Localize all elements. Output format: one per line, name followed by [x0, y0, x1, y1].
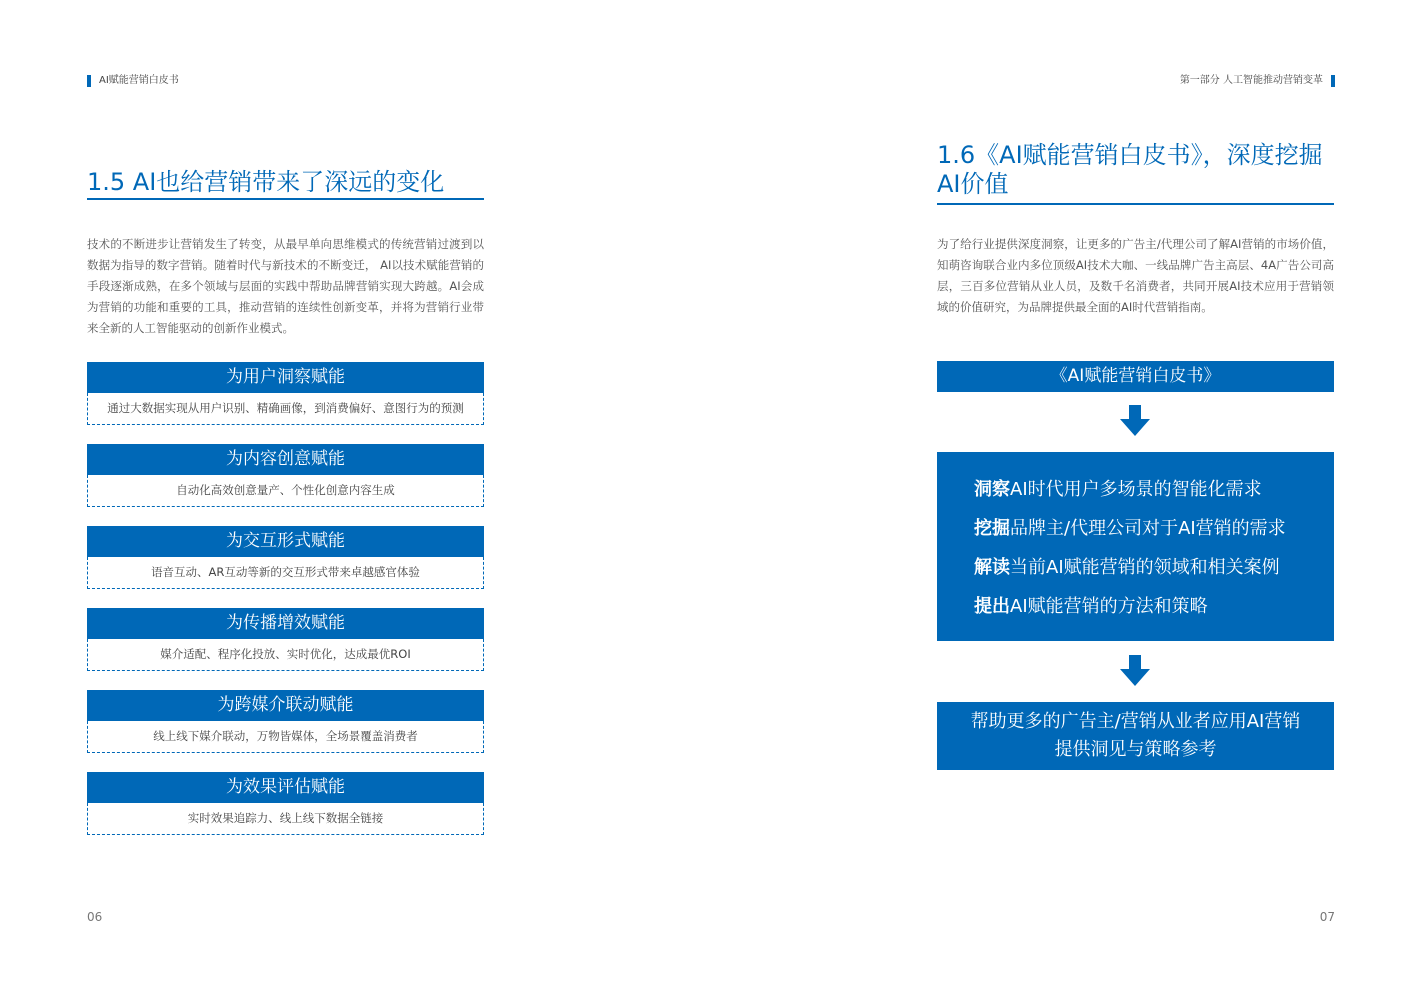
point-text: AI时代用户多场景的智能化需求 — [1010, 479, 1262, 500]
section-title-1-5: 1.5 AI也给营销带来了深远的变化 — [87, 168, 484, 200]
section-title-1-6 — [937, 141, 1334, 205]
point-keyword: 提出 — [974, 596, 1010, 617]
card-title: 为内容创意赋能 — [87, 444, 484, 475]
running-header-left — [87, 74, 179, 87]
card-description: 语音互动、AR互动等新的交互形式带来卓越感官体验 — [87, 557, 484, 589]
empowerment-card — [87, 690, 484, 753]
card-title: 为效果评估赋能 — [87, 772, 484, 803]
list-item — [974, 512, 1334, 551]
header-bar-marker — [1331, 75, 1335, 87]
page-number-left: 06 — [87, 910, 103, 924]
empowerment-card — [87, 362, 484, 425]
running-header-left-text: AI赋能营销白皮书 — [99, 75, 179, 86]
flow-points-box — [937, 452, 1334, 641]
empowerment-card — [87, 772, 484, 835]
point-keyword: 洞察 — [974, 479, 1010, 500]
card-title: 为用户洞察赋能 — [87, 362, 484, 393]
section-paragraph-1-6: 为了给行业提供深度洞察，让更多的广告主/代理公司了解AI营销的市场价值，知萌咨询联合业内多位顶级AI技术大咖、一线品牌广告主高层、4A广告公司高层，三百多位营销从业人员，及数千名消费者，共同开展AI技术应用于营销领域的价值研究，为品牌提供最全面的AI时代营销指南。 — [937, 237, 1334, 314]
down-arrow-icon — [1119, 655, 1151, 687]
point-keyword: 解读 — [974, 557, 1010, 578]
card-description: 实时效果追踪力、线上线下数据全链接 — [87, 803, 484, 835]
list-item — [974, 473, 1334, 512]
flow-bottom-box — [937, 702, 1334, 770]
card-description: 线上线下媒介联动，万物皆媒体，全场景覆盖消费者 — [87, 721, 484, 753]
point-keyword: 挖掘 — [974, 518, 1010, 539]
section-title-line: 1.6《AI赋能营销白皮书》，深度挖掘 — [937, 141, 1323, 169]
running-header-right — [1180, 74, 1335, 87]
empowerment-card — [87, 444, 484, 507]
card-description: 自动化高效创意量产、个性化创意内容生成 — [87, 475, 484, 507]
section-title-line: AI价值 — [937, 170, 1009, 198]
research-goals-list — [937, 452, 1334, 629]
down-arrow-icon — [1119, 405, 1151, 437]
card-description: 通过大数据实现从用户识别、精确画像，到消费偏好、意图行为的预测 — [87, 393, 484, 425]
list-item — [974, 551, 1334, 590]
point-text: AI赋能营销的方法和策略 — [1010, 596, 1208, 617]
running-header-right-text: 第一部分 人工智能推动营销变革 — [1179, 75, 1323, 86]
point-text: 品牌主/代理公司对于AI营销的需求 — [1010, 518, 1286, 539]
empowerment-card — [87, 608, 484, 671]
empowerment-card — [87, 526, 484, 589]
card-description: 媒介适配、程序化投放、实时优化，达成最优ROI — [87, 639, 484, 671]
empowerment-card-list — [87, 362, 484, 854]
section-paragraph-1-5: 技术的不断进步让营销发生了转变，从最早单向思维模式的传统营销过渡到以数据为指导的数字营销。随着时代与新技术的不断变迁， AI以技术赋能营销的手段逐渐成熟，在多个领域与层面的实践中帮助品牌营销实现大跨越。AI会成为营销的功能和重要的工具，推动营销的连续性创新变革，并将为营销行业带来全新的人工智能驱动的创新作业模式。 — [87, 237, 484, 335]
point-text: 当前AI赋能营销的领域和相关案例 — [1010, 557, 1280, 578]
card-title: 为传播增效赋能 — [87, 608, 484, 639]
page-number-right: 07 — [1319, 910, 1335, 924]
flow-top-box: 《AI赋能营销白皮书》 — [937, 361, 1334, 392]
list-item — [974, 590, 1334, 629]
card-title: 为跨媒介联动赋能 — [87, 690, 484, 721]
header-bar-marker — [87, 75, 91, 87]
card-title: 为交互形式赋能 — [87, 526, 484, 557]
flow-bottom-line: 提供洞见与策略参考 — [1054, 739, 1217, 760]
flow-bottom-line: 帮助更多的广告主/营销从业者应用AI营销 — [970, 711, 1301, 732]
